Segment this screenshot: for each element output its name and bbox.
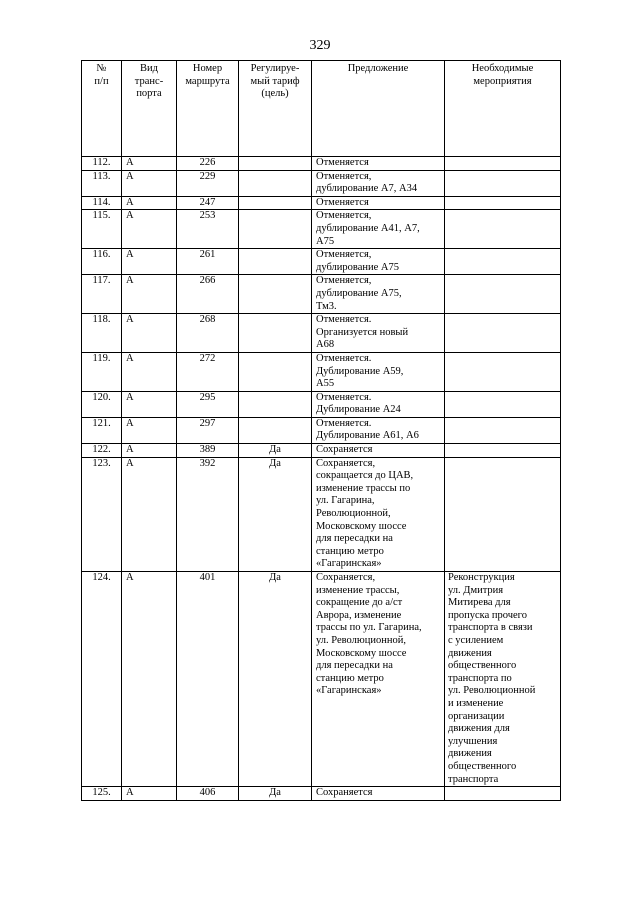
transport-type-cell: А: [122, 157, 177, 171]
measures-cell: [445, 275, 561, 314]
transport-type-cell: А: [122, 787, 177, 801]
row-number-cell: 116.: [82, 249, 122, 275]
row-number-cell: 125.: [82, 787, 122, 801]
row-number-cell: 114.: [82, 196, 122, 210]
transport-type-cell: А: [122, 417, 177, 443]
regulated-tariff-cell: [239, 275, 312, 314]
measures-cell: [445, 170, 561, 196]
table-row: [82, 275, 561, 314]
row-number-cell: 113.: [82, 170, 122, 196]
table-row: [82, 249, 561, 275]
transport-type-cell: А: [122, 391, 177, 417]
measures-cell: [445, 210, 561, 249]
route-number-cell: 229: [177, 170, 239, 196]
row-number-cell: 122.: [82, 444, 122, 458]
measures-cell: [445, 157, 561, 171]
regulated-tariff-cell: [239, 170, 312, 196]
header-number: № п/п: [82, 61, 122, 157]
row-number-cell: 117.: [82, 275, 122, 314]
proposal-cell: Сохраняется, сокращается до ЦАВ, изменение трассы по ул. Гагарина, Революционной, Московскому шоссе для пересадки на станцию метро «Гагаринская»: [312, 457, 445, 571]
proposal-cell: Отменяется. Дублирование А61, А6: [312, 417, 445, 443]
route-number-cell: 406: [177, 787, 239, 801]
proposal-cell: Отменяется, дублирование А75, Тм3.: [312, 275, 445, 314]
transport-type-cell: А: [122, 444, 177, 458]
table-row: [82, 417, 561, 443]
measures-cell: [445, 417, 561, 443]
routes-table: [81, 60, 561, 801]
proposal-cell: Отменяется, дублирование А41, А7, А75: [312, 210, 445, 249]
route-number-cell: 272: [177, 352, 239, 391]
table-row: [82, 352, 561, 391]
transport-type-cell: А: [122, 572, 177, 787]
table-row: [82, 196, 561, 210]
regulated-tariff-cell: [239, 249, 312, 275]
regulated-tariff-cell: [239, 352, 312, 391]
regulated-tariff-cell: [239, 210, 312, 249]
table-row: [82, 314, 561, 353]
proposal-cell: Отменяется. Организуется новый А68: [312, 314, 445, 353]
row-number-cell: 118.: [82, 314, 122, 353]
route-number-cell: 266: [177, 275, 239, 314]
measures-cell: [445, 787, 561, 801]
regulated-tariff-cell: [239, 196, 312, 210]
proposal-cell: Отменяется: [312, 157, 445, 171]
route-number-cell: 389: [177, 444, 239, 458]
regulated-tariff-cell: Да: [239, 787, 312, 801]
transport-type-cell: А: [122, 352, 177, 391]
row-number-cell: 120.: [82, 391, 122, 417]
row-number-cell: 112.: [82, 157, 122, 171]
measures-cell: [445, 444, 561, 458]
measures-cell: [445, 196, 561, 210]
regulated-tariff-cell: [239, 391, 312, 417]
table-row: [82, 210, 561, 249]
proposal-cell: Отменяется: [312, 196, 445, 210]
transport-type-cell: А: [122, 275, 177, 314]
header-proposal: Предложение: [312, 61, 445, 157]
table-header-row: [82, 61, 561, 157]
proposal-cell: Отменяется. Дублирование А59, А55: [312, 352, 445, 391]
transport-type-cell: А: [122, 210, 177, 249]
route-number-cell: 295: [177, 391, 239, 417]
measures-cell: [445, 249, 561, 275]
route-number-cell: 226: [177, 157, 239, 171]
regulated-tariff-cell: Да: [239, 457, 312, 571]
proposal-cell: Отменяется, дублирование А7, А34: [312, 170, 445, 196]
route-number-cell: 253: [177, 210, 239, 249]
table-row: [82, 572, 561, 787]
proposal-cell: Отменяется, дублирование А75: [312, 249, 445, 275]
route-number-cell: 247: [177, 196, 239, 210]
route-number-cell: 392: [177, 457, 239, 571]
row-number-cell: 123.: [82, 457, 122, 571]
route-number-cell: 297: [177, 417, 239, 443]
table-row: [82, 170, 561, 196]
route-number-cell: 401: [177, 572, 239, 787]
table-row: [82, 391, 561, 417]
regulated-tariff-cell: [239, 314, 312, 353]
regulated-tariff-cell: Да: [239, 572, 312, 787]
page-number: 329: [309, 38, 331, 53]
transport-type-cell: А: [122, 170, 177, 196]
row-number-cell: 115.: [82, 210, 122, 249]
route-number-cell: 268: [177, 314, 239, 353]
table-row: [82, 457, 561, 571]
row-number-cell: 121.: [82, 417, 122, 443]
transport-type-cell: А: [122, 314, 177, 353]
row-number-cell: 124.: [82, 572, 122, 787]
regulated-tariff-cell: [239, 417, 312, 443]
measures-cell: [445, 352, 561, 391]
transport-type-cell: А: [122, 249, 177, 275]
header-transport-type: Вид транс- порта: [122, 61, 177, 157]
table-row: [82, 444, 561, 458]
header-route-number: Номер маршрута: [177, 61, 239, 157]
table-row: [82, 157, 561, 171]
proposal-cell: Сохраняется: [312, 787, 445, 801]
proposal-cell: Сохраняется: [312, 444, 445, 458]
table-row: [82, 787, 561, 801]
measures-cell: [445, 314, 561, 353]
regulated-tariff-cell: [239, 157, 312, 171]
proposal-cell: Сохраняется, изменение трассы, сокращение до а/ст Аврора, изменение трассы по ул. Гагарина, ул. Революционной, Московскому шоссе для пересадки на станцию метро «Гагаринская»: [312, 572, 445, 787]
transport-type-cell: А: [122, 457, 177, 571]
route-number-cell: 261: [177, 249, 239, 275]
proposal-cell: Отменяется. Дублирование А24: [312, 391, 445, 417]
measures-cell: [445, 457, 561, 571]
transport-type-cell: А: [122, 196, 177, 210]
measures-cell: [445, 391, 561, 417]
header-regulated-tariff: Регулируе- мый тариф (цель): [239, 61, 312, 157]
header-measures: Необходимые мероприятия: [445, 61, 561, 157]
row-number-cell: 119.: [82, 352, 122, 391]
measures-cell: Реконструкция ул. Дмитрия Митирева для пропуска прочего транспорта в связи с усилением движения общественного транспорта по ул. Революционной и изменение организации движения для улучшения движения общественного транспорта: [445, 572, 561, 787]
regulated-tariff-cell: Да: [239, 444, 312, 458]
